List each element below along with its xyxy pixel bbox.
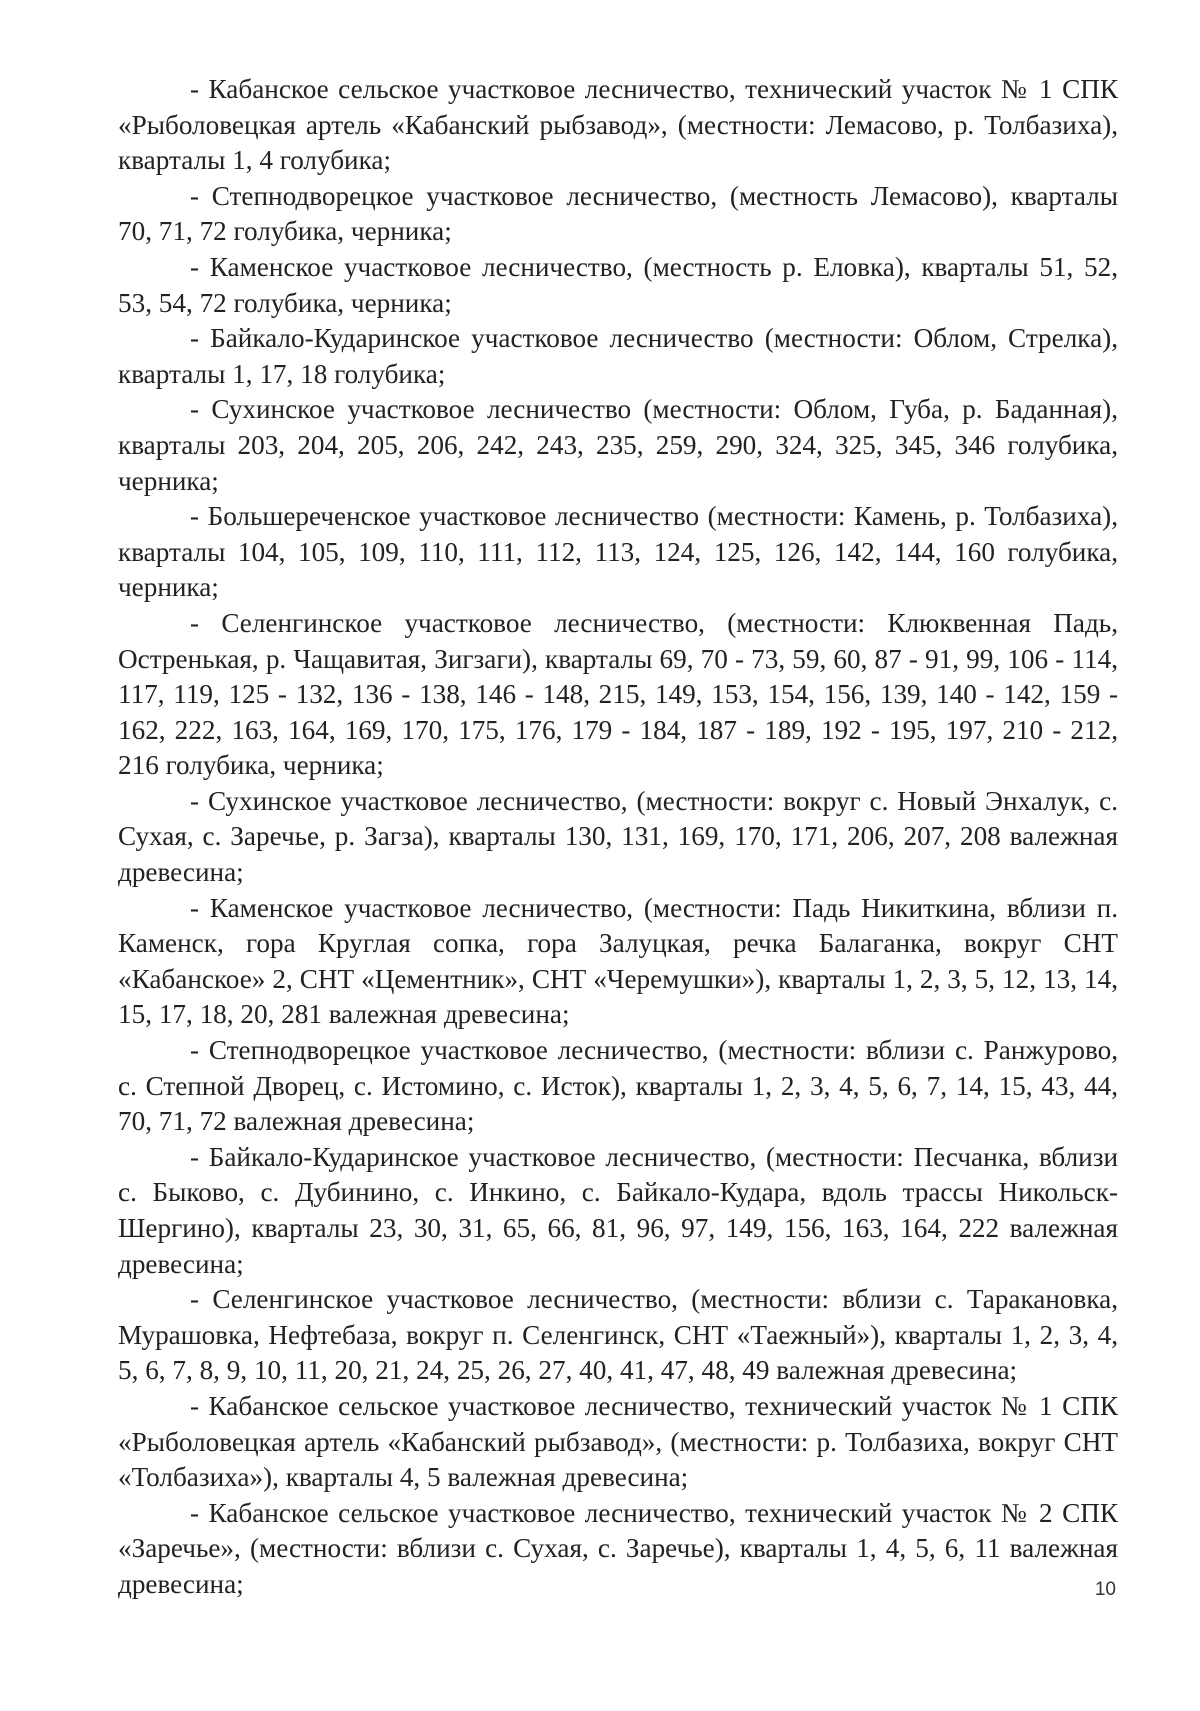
paragraph: - Кабанское сельское участковое лесничество, технический участок № 2 СПК «Заречье», (местности: вблизи с. Сухая, с. Заречье), кварталы 1, 4, 5, 6, 11 валежная древесина; xyxy=(118,1497,1118,1599)
document-body xyxy=(118,72,1118,1603)
paragraph: - Кабанское сельское участковое лесничество, технический участок № 1 СПК «Рыболовецкая артель «Кабанский рыбзавод», (местности: р. Толбазиха, вокруг СНТ «Толбазиха»), кварталы 4, 5 валежная древесина; xyxy=(118,1390,1118,1493)
paragraph: - Селенгинское участковое лесничество, (местности: вблизи с. Таракановка, Мурашовка, Нефтебаза, вокруг п. Селенгинск, СНТ «Таежный»), кварталы 1, 2, 3, 4, 5, 6, 7, 8, 9, 10, 11, 20, 21, 24, 25, 26, 27, 40, 41, 47, 48, 49 валежная древесина; xyxy=(118,1284,1118,1386)
paragraph: - Кабанское сельское участковое лесничество, технический участок № 1 СПК «Рыболовецкая артель «Кабанский рыбзавод», (местности: Лемасово, р. Толбазиха), кварталы 1, 4 голубика; xyxy=(118,74,1118,176)
page-number: 10 xyxy=(1094,1579,1116,1600)
paragraph: - Степнодворецкое участковое лесничество, (местности: вблизи с. Ранжурово, с. Степной Дворец, с. Истомино, с. Исток), кварталы 1, 2, 3, 4, 5, 6, 7, 14, 15, 43, 44, 70, 71, 72 валежная древесина; xyxy=(118,1035,1118,1137)
paragraph: - Большереченское участковое лесничество (местности: Камень, р. Толбазиха), кварталы 104, 105, 109, 110, 111, 112, 113, 124, 125, 126, 142, 144, 160 голубика, черника; xyxy=(118,501,1118,603)
paragraph: - Каменское участковое лесничество, (местности: Падь Никиткина, вблизи п. Каменск, гора Круглая сопка, гора Залуцкая, речка Балаганка, вокруг СНТ «Кабанское» 2, СНТ «Цементник», СНТ «Черемушки»), кварталы 1, 2, 3, 5, 12, 13, 14, 15, 17, 18, 20, 281 валежная древесина; xyxy=(118,892,1118,1030)
paragraph: - Селенгинское участковое лесничество, (местности: Клюквенная Падь, Остренькая, р. Чащавитая, Зигзаги), кварталы 69, 70 - 73, 59, 60, 87 - 91, 99, 106 - 114, 117, 119, 125 - 132, 136 - 138, 146 - 148, 215, 149, 153, 154, 156, 139, 140 - 142, 159 - 162, 222, 163, 164, 169, 170, 175, 176, 179 - 184, 187 - 189, 192 - 195, 197, 210 - 212, 216 голубика, черника; xyxy=(118,607,1118,781)
paragraph: - Степнодворецкое участковое лесничество, (местность Лемасово), кварталы 70, 71, 72 голубика, черника; xyxy=(118,180,1118,247)
paragraph: - Сухинское участковое лесничество, (местности: вокруг с. Новый Энхалук, с. Сухая, с. Заречье, р. Загза), кварталы 130, 131, 169, 170, 171, 206, 207, 208 валежная древесина; xyxy=(118,785,1118,888)
paragraph: - Байкало-Кударинское участковое лесничество, (местности: Песчанка, вблизи с. Быково, с. Дубинино, с. Инкино, с. Байкало-Кудара, вдоль трассы Никольск-Шергино), кварталы 23, 30, 31, 65, 66, 81, 96, 97, 149, 156, 163, 164, 222 валежная древесина; xyxy=(118,1141,1118,1279)
paragraph: - Сухинское участковое лесничество (местности: Облом, Губа, р. Баданная), кварталы 203, 204, 205, 206, 242, 243, 235, 259, 290, 324, 325, 345, 346 голубика, черника; xyxy=(118,394,1118,496)
paragraph: - Каменское участковое лесничество, (местность р. Еловка), кварталы 51, 52, 53, 54, 72 голубика, черника; xyxy=(118,251,1118,318)
paragraph: - Байкало-Кударинское участковое лесничество (местности: Облом, Стрелка), кварталы 1, 17, 18 голубика; xyxy=(118,323,1118,389)
